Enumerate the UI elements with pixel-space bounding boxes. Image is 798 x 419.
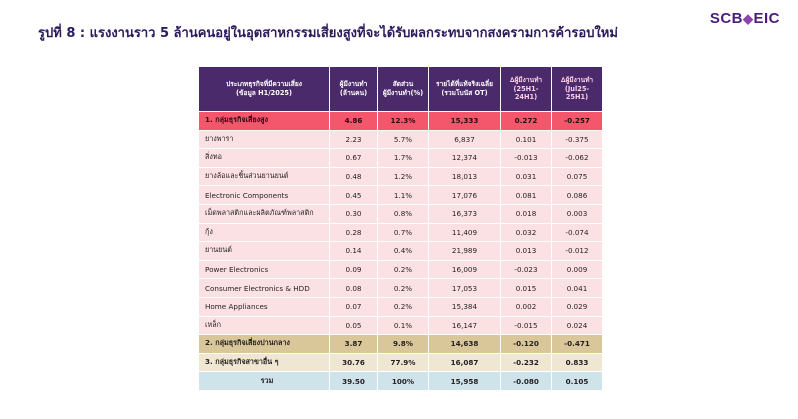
cell-value: -0.023 [501, 260, 552, 279]
col-header-line2: (25H1-24H1) [513, 84, 539, 102]
cell-value: 0.101 [501, 130, 552, 149]
risk-table-container [198, 66, 602, 391]
col-header-line1: รายได้ที่แท้จริงเฉลี่ย [436, 80, 493, 89]
page-title: รูปที่ 8 : แรงงานราว 5 ล้านคนอยู่ในอุตสาหกรรมเสี่ยงสูงที่จะได้รับผลกระทบจากสงครามการค้ารอบใหม่ [38, 26, 618, 41]
cell-value: 15,384 [429, 297, 501, 316]
cell-value: 12,374 [429, 149, 501, 168]
cell-value: 0.8% [378, 204, 429, 223]
cell-value: 0.086 [552, 186, 603, 205]
cell-value: 17,053 [429, 279, 501, 298]
cell-value: 0.833 [552, 353, 603, 372]
table-row [199, 223, 603, 242]
cell-value: 21,989 [429, 242, 501, 261]
col-header-line2: (รวมโบนัส OT) [441, 89, 488, 97]
cell-business-name: Power Electronics [199, 260, 330, 279]
cell-value: 6,837 [429, 130, 501, 149]
col-header-line1: ผู้มีงานทำ [339, 80, 368, 89]
col-header-line2: (Jul25-25H1) [564, 84, 590, 102]
cell-value: 1.7% [378, 149, 429, 168]
cell-value: -0.120 [501, 335, 552, 354]
brand-text-left: SCB [709, 10, 743, 27]
cell-value: 0.009 [552, 260, 603, 279]
cell-value: 0.28 [330, 223, 378, 242]
cell-value: 1.2% [378, 167, 429, 186]
cell-value: 16,373 [429, 204, 501, 223]
col-header-line1: สัดส่วน [392, 80, 414, 89]
cell-value: 4.86 [330, 112, 378, 131]
table-row [199, 167, 603, 186]
cell-value: 30.76 [330, 353, 378, 372]
cell-value: 0.272 [501, 112, 552, 131]
table-row [199, 316, 603, 335]
cell-value: 0.14 [330, 242, 378, 261]
cell-business-name: ยานยนต์ [199, 242, 330, 261]
table-header-row [199, 67, 603, 112]
cell-value: 0.031 [501, 167, 552, 186]
cell-value: 12.3% [378, 112, 429, 131]
cell-value: -0.471 [552, 335, 603, 354]
col-header-line1: ประเภทธุรกิจที่มีความเสี่ยง [226, 80, 302, 89]
cell-value: 0.041 [552, 279, 603, 298]
cell-business-name: Home Appliances [199, 297, 330, 316]
table-header [199, 67, 603, 112]
cell-value: -0.015 [501, 316, 552, 335]
cell-value: 0.075 [552, 167, 603, 186]
cell-value: 0.07 [330, 297, 378, 316]
table-row [199, 260, 603, 279]
cell-value: 3.87 [330, 335, 378, 354]
brand-logo [710, 10, 780, 27]
cell-value: 16,147 [429, 316, 501, 335]
risk-table [198, 66, 603, 391]
cell-value: 0.7% [378, 223, 429, 242]
table-row [199, 130, 603, 149]
cell-business-name: 3. กลุ่มธุรกิจสาขาอื่น ๆ [199, 353, 330, 372]
cell-value: 0.1% [378, 316, 429, 335]
cell-value: 0.08 [330, 279, 378, 298]
cell-value: 5.7% [378, 130, 429, 149]
col-header-employed [330, 67, 378, 112]
table-row [199, 204, 603, 223]
table-row [199, 372, 603, 391]
cell-value: 0.2% [378, 297, 429, 316]
cell-value: 0.45 [330, 186, 378, 205]
cell-business-name: รวม [199, 372, 330, 391]
col-header-line2: (ล้านคน) [339, 89, 368, 97]
col-header-line1: ∆ผู้มีงานทำ [560, 75, 594, 84]
col-header-line2: (ข้อมูล H1/2025) [235, 89, 293, 97]
cell-value: 0.029 [552, 297, 603, 316]
cell-value: 15,958 [429, 372, 501, 391]
col-header-delta-yoy [501, 67, 552, 112]
cell-value: 77.9% [378, 353, 429, 372]
cell-business-name: ยางพารา [199, 130, 330, 149]
col-header-real-income [429, 67, 501, 112]
col-header-business-type [199, 67, 330, 112]
cell-value: 16,087 [429, 353, 501, 372]
cell-business-name: 1. กลุ่มธุรกิจเสี่ยงสูง [199, 112, 330, 131]
cell-value: 1.1% [378, 186, 429, 205]
cell-value: 0.67 [330, 149, 378, 168]
cell-value: 100% [378, 372, 429, 391]
cell-business-name: Electronic Components [199, 186, 330, 205]
cell-value: 14,638 [429, 335, 501, 354]
cell-value: 0.015 [501, 279, 552, 298]
cell-value: 0.05 [330, 316, 378, 335]
cell-business-name: เหล็ก [199, 316, 330, 335]
cell-business-name: ยางล้อและชิ้นส่วนยานยนต์ [199, 167, 330, 186]
col-header-delta-jul [552, 67, 603, 112]
cell-value: 0.013 [501, 242, 552, 261]
cell-business-name: กุ้ง [199, 223, 330, 242]
cell-value: 11,409 [429, 223, 501, 242]
cell-value: 2.23 [330, 130, 378, 149]
cell-business-name: Consumer Electronics & HDD [199, 279, 330, 298]
cell-value: 39.50 [330, 372, 378, 391]
table-row [199, 335, 603, 354]
table-row [199, 149, 603, 168]
cell-value: -0.074 [552, 223, 603, 242]
cell-value: 0.003 [552, 204, 603, 223]
table-row [199, 242, 603, 261]
cell-value: 0.002 [501, 297, 552, 316]
cell-value: 0.09 [330, 260, 378, 279]
cell-value: -0.062 [552, 149, 603, 168]
cell-value: -0.375 [552, 130, 603, 149]
cell-value: 0.4% [378, 242, 429, 261]
col-header-line1: ∆ผู้มีงานทำ [509, 75, 543, 84]
table-row [199, 112, 603, 131]
cell-value: 0.48 [330, 167, 378, 186]
cell-value: 16,009 [429, 260, 501, 279]
col-header-line2: ผู้มีงานทำ(%) [382, 89, 424, 97]
cell-value: -0.013 [501, 149, 552, 168]
brand-text-right: EIC [753, 10, 780, 27]
table-row [199, 186, 603, 205]
cell-value: 0.018 [501, 204, 552, 223]
cell-value: 0.2% [378, 260, 429, 279]
cell-value: 18,013 [429, 167, 501, 186]
cell-value: 15,333 [429, 112, 501, 131]
cell-value: -0.080 [501, 372, 552, 391]
cell-value: -0.012 [552, 242, 603, 261]
table-row [199, 279, 603, 298]
table-row [199, 353, 603, 372]
cell-value: 0.105 [552, 372, 603, 391]
table-row [199, 297, 603, 316]
cell-value: -0.257 [552, 112, 603, 131]
cell-value: -0.232 [501, 353, 552, 372]
cell-value: 9.8% [378, 335, 429, 354]
cell-business-name: 2. กลุ่มธุรกิจเสี่ยงปานกลาง [199, 335, 330, 354]
cell-value: 0.30 [330, 204, 378, 223]
cell-value: 0.032 [501, 223, 552, 242]
col-header-share [378, 67, 429, 112]
cell-value: 17,076 [429, 186, 501, 205]
table-body [199, 112, 603, 391]
cell-value: 0.081 [501, 186, 552, 205]
brand-diamond-icon: ◆ [742, 11, 754, 26]
cell-business-name: เม็ดพลาสติกและผลิตภัณฑ์พลาสติก [199, 204, 330, 223]
cell-business-name: สิ่งทอ [199, 149, 330, 168]
cell-value: 0.024 [552, 316, 603, 335]
cell-value: 0.2% [378, 279, 429, 298]
